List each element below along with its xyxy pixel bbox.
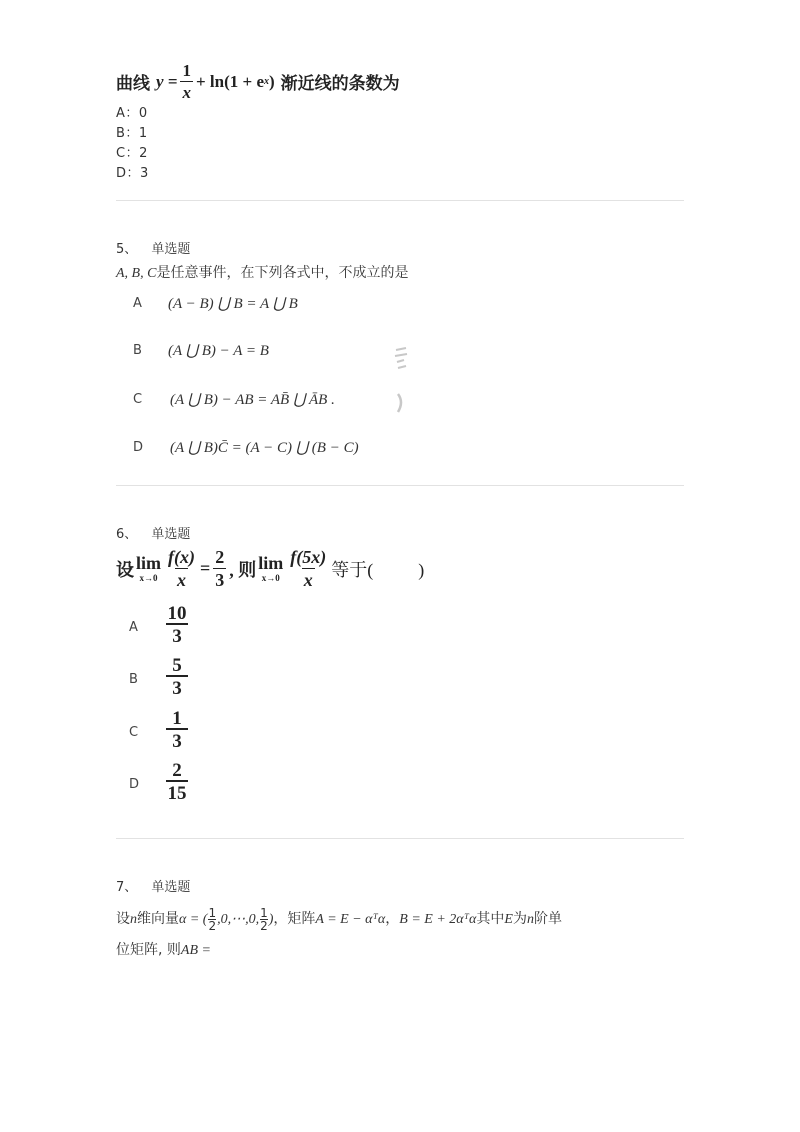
q6-option-c-value[interactable] [166, 709, 188, 751]
q6-lim-1 [136, 554, 161, 583]
q6-number: 6、 [116, 527, 138, 542]
q7-half-1-num: 1 [208, 905, 217, 920]
q7-text-4: 其中 [476, 911, 505, 927]
q6-frac-value [213, 548, 226, 589]
q4-option-c[interactable]: C：2 [116, 146, 148, 161]
q6-option-d-num: 2 [172, 760, 182, 781]
q6-option-d-value[interactable] [166, 761, 188, 803]
q7-half-1-den: 2 [208, 918, 217, 933]
q4-stem-suffix: 渐近线的条数为 [280, 74, 400, 94]
q4-option-d[interactable]: D：3 [116, 166, 149, 181]
q7-stem [116, 904, 696, 966]
q7-ab: AB = [180, 943, 211, 958]
q6-frac-2 [288, 548, 328, 589]
q6-option-d-letter[interactable]: D [129, 777, 140, 792]
q7-text-2: 维向量 [137, 911, 179, 927]
q6-frac-value-num: 2 [215, 547, 225, 567]
q7-var-e: E [504, 912, 513, 927]
q6-lim-1-label: lim [136, 553, 161, 573]
q6-option-d-den: 15 [166, 780, 188, 803]
q6-stem [116, 548, 424, 589]
q5-option-c-formula[interactable]: (A ⋃ B) − AB = AB̄ ⋃ ĀB . [170, 392, 335, 408]
q6-frac-1 [166, 548, 197, 589]
q6-frac-2-num: f(5x) [290, 547, 327, 567]
q4-frac-num: 1 [182, 61, 191, 80]
q4-stem-close: ) [269, 71, 275, 91]
q6-option-b-num: 5 [172, 655, 182, 676]
q6-frac-2-den: x [303, 570, 313, 590]
q5-stem-text: 是任意事件，在下列各式中，不成立的是 [156, 265, 409, 281]
q6-type: 单选题 [151, 527, 191, 542]
q6-lim-1-sub: x→0 [139, 573, 158, 583]
q4-stem-mid: + ln(1 + e [195, 71, 264, 91]
q5-option-a-letter[interactable]: A [133, 296, 142, 311]
q6-lim-2 [258, 554, 283, 583]
q4-stem [116, 62, 400, 101]
q7-alpha-eq: α = ( [179, 912, 208, 927]
q6-option-c-den: 3 [166, 728, 188, 751]
q4-stem-var: y = [156, 71, 178, 91]
q6-option-c-letter[interactable]: C [129, 725, 139, 740]
q7-text-3: ，矩阵 [273, 911, 316, 927]
divider [116, 200, 684, 201]
q7-type: 单选题 [151, 880, 191, 895]
q6-stem-prefix: 设 [116, 559, 134, 580]
q4-frac-den: x [182, 83, 191, 102]
q7-text-6: 阶单 [533, 911, 562, 927]
divider [116, 485, 684, 486]
q7-alpha-close: ) [268, 912, 274, 927]
q5-option-b-letter[interactable]: B [133, 343, 142, 358]
q7-text-5: 为 [512, 911, 527, 927]
q6-option-a-den: 3 [166, 623, 188, 646]
q6-option-a-num: 10 [167, 603, 187, 624]
q7-line-2: 位矩阵, 则 [116, 942, 181, 958]
q4-option-a[interactable]: A：0 [116, 106, 148, 121]
q5-option-a-formula[interactable]: (A − B) ⋃ B = A ⋃ B [168, 296, 298, 312]
q5-stem [116, 262, 408, 282]
q6-option-b-value[interactable] [166, 656, 188, 698]
q6-option-b-den: 3 [166, 675, 188, 698]
q7-half-1 [208, 907, 216, 932]
q6-lim-2-sub: x→0 [261, 573, 280, 583]
q5-option-d-formula[interactable]: (A ⋃ B)C̄ = (A − C) ⋃ (B − C) [170, 440, 359, 456]
divider [116, 838, 684, 839]
q7-sep: ， [385, 911, 400, 927]
q4-stem-sup: x [264, 76, 269, 87]
q7-a-def: A = E − αᵀα [315, 912, 386, 927]
q6-equals: = [199, 558, 211, 578]
q7-half-2-num: 1 [260, 905, 268, 920]
q6-frac-1-num: f(x) [168, 547, 195, 567]
q6-lim-2-label: lim [258, 553, 284, 573]
q7-var-n: n [130, 912, 137, 927]
q7-b-def: B = E + 2αᵀα [399, 912, 477, 927]
q7-half-2 [260, 907, 268, 932]
scan-artifact-mark [392, 344, 412, 416]
q5-stem-vars: A, B, C [116, 266, 157, 281]
q7-var-n-2: n [526, 912, 534, 927]
q6-stem-mid: , 则 [229, 559, 257, 580]
q5-option-d-letter[interactable]: D [133, 440, 144, 455]
q7-number: 7、 [116, 880, 138, 895]
q6-option-a-letter[interactable]: A [129, 620, 138, 635]
q7-half-2-den: 2 [260, 918, 268, 933]
q7-text-1: 设 [116, 911, 130, 927]
q7-alpha-mid: ,0,⋯,0, [217, 912, 260, 927]
q6-stem-suffix: 等于( ) [331, 559, 425, 580]
q6-frac-1-den: x [176, 570, 186, 590]
q5-header [116, 238, 190, 257]
q4-stem-prefix: 曲线 [116, 74, 150, 94]
q6-header [116, 523, 190, 542]
q6-option-a-value[interactable] [166, 604, 188, 646]
q5-option-b-formula[interactable]: (A ⋃ B) − A = B [168, 343, 269, 359]
q6-option-b-letter[interactable]: B [129, 672, 138, 687]
q4-frac [180, 62, 193, 101]
q6-frac-value-den: 3 [215, 570, 225, 590]
q5-number: 5、 [116, 242, 138, 257]
q5-option-c-letter[interactable]: C [133, 392, 143, 407]
q5-type: 单选题 [151, 242, 191, 257]
q7-header [116, 876, 190, 895]
q6-option-c-num: 1 [172, 708, 182, 729]
q4-option-b[interactable]: B：1 [116, 126, 148, 141]
